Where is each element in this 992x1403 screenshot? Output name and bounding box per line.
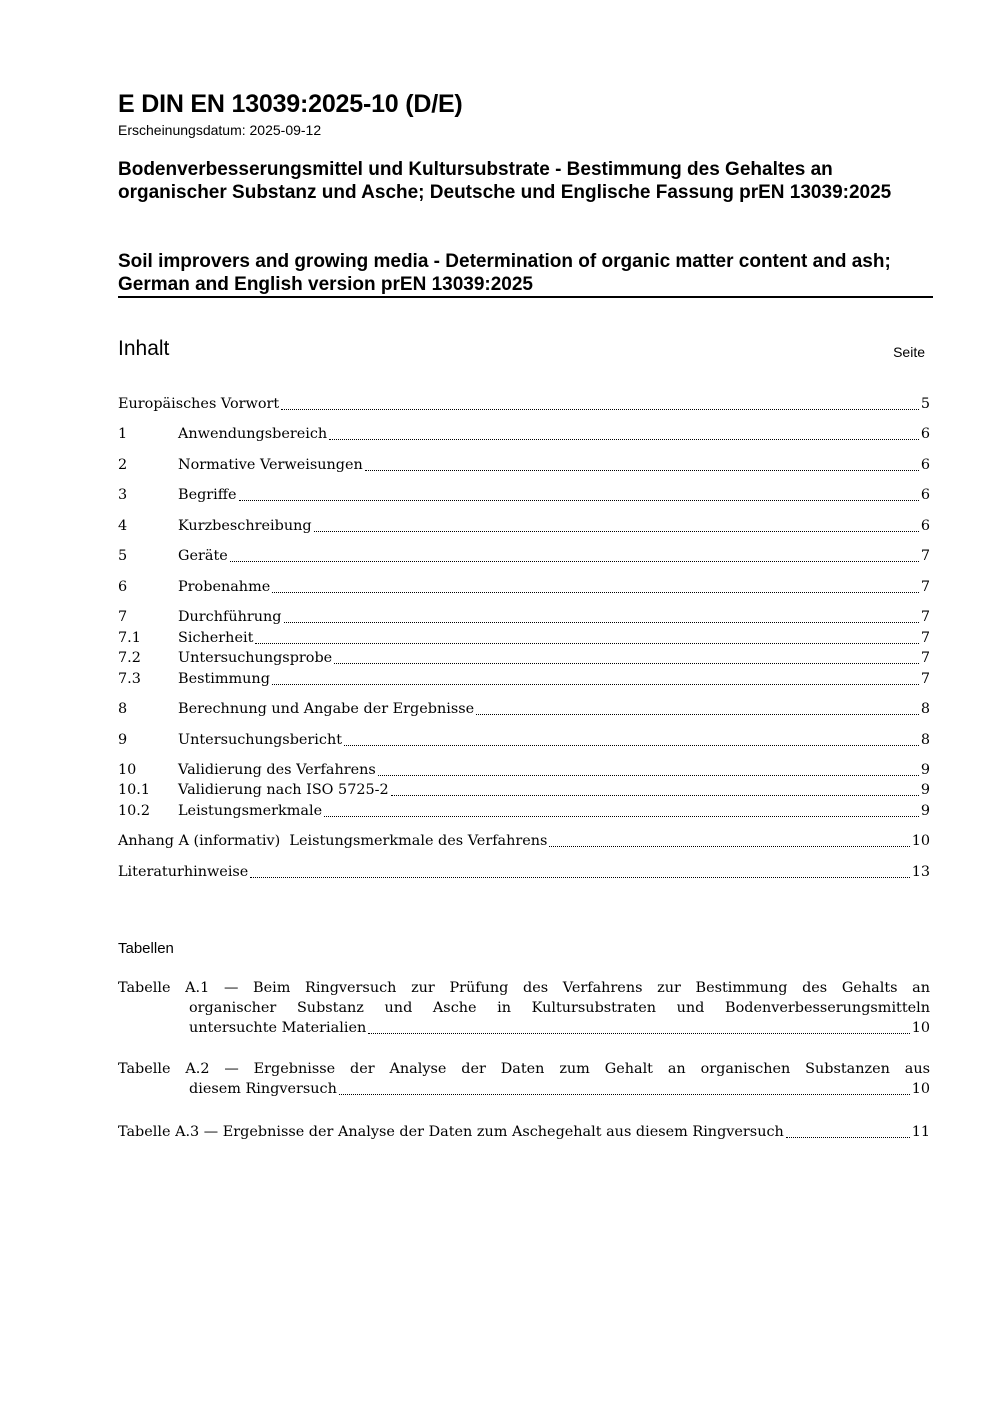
dot-leader [324, 816, 919, 817]
toc-entry-number: 7.2 [118, 650, 141, 666]
table-entry-line: organischer Substanz und Asche in Kultursubstraten und Bodenverbesserungsmitteln [189, 1000, 930, 1016]
toc-entry[interactable] [118, 780, 930, 800]
toc-entry-title: Sicherheit [178, 630, 254, 646]
table-list-entry[interactable] [118, 1059, 930, 1099]
toc-entry[interactable] [118, 862, 930, 882]
toc-entry-page: 6 [920, 457, 930, 473]
toc-entry[interactable] [118, 516, 930, 536]
toc-entry-page: 6 [920, 487, 930, 503]
toc-heading: Inhalt [118, 337, 170, 360]
toc-entry-title: Begriffe [178, 487, 237, 503]
toc-entry-title: Berechnung und Angabe der Ergebnisse [178, 701, 475, 717]
toc-entry-page: 9 [920, 803, 930, 819]
toc-entry-title: Bestimmung [178, 671, 270, 687]
table-list-entry[interactable] [118, 978, 930, 1038]
toc-entry-title: Durchführung [178, 609, 282, 625]
toc-entry-page: 6 [920, 518, 930, 534]
table-entry-line: Tabelle A.2 — Ergebnisse der Analyse der Daten zum Gehalt an organischen Substanzen aus [118, 1061, 930, 1077]
dot-leader [230, 561, 919, 562]
toc-entry-page: 7 [920, 548, 930, 564]
toc-entry-number: 9 [118, 732, 128, 748]
document-id: E DIN EN 13039:2025-10 (D/E) [118, 90, 463, 118]
toc-entry-title: Leistungsmerkmale [178, 803, 323, 819]
dot-leader [378, 775, 919, 776]
toc-entry-number: 4 [118, 518, 128, 534]
title-german: Bodenverbesserungsmittel und Kultursubstrate - Bestimmung des Gehaltes an organischer Substanz und Asche; Deutsche und Englische Fassung prEN 13039:2025 [118, 159, 892, 203]
dot-leader [314, 531, 919, 532]
toc-entry[interactable] [118, 424, 930, 444]
dot-leader [786, 1137, 910, 1138]
toc-entry-title: Geräte [178, 548, 228, 564]
toc-entry[interactable] [118, 831, 930, 851]
toc-entry[interactable] [118, 394, 930, 414]
toc-entry-title: Validierung des Verfahrens [178, 762, 376, 778]
dot-leader [255, 643, 918, 644]
toc-entry[interactable] [118, 628, 930, 648]
toc-entry[interactable] [118, 699, 930, 719]
toc-entry[interactable] [118, 455, 930, 475]
dot-leader [239, 500, 919, 501]
toc-entry[interactable] [118, 607, 930, 627]
toc-entry-number: 10.1 [118, 782, 151, 798]
tables-heading: Tabellen [118, 940, 174, 957]
table-entry-page: 10 [911, 1081, 930, 1097]
dot-leader [284, 622, 919, 623]
table-entry-page: 10 [911, 1020, 930, 1036]
toc-entry[interactable] [118, 801, 930, 821]
toc-entry[interactable] [118, 648, 930, 668]
dot-leader [365, 470, 919, 471]
dot-leader [281, 409, 919, 410]
toc-entry-number: 7.1 [118, 630, 141, 646]
table-entry-line: untersuchte Materialien [189, 1020, 367, 1036]
dot-leader [250, 877, 909, 878]
toc-entry-page: 7 [920, 650, 930, 666]
release-date: Erscheinungsdatum: 2025-09-12 [118, 122, 322, 138]
toc-entry-number: 6 [118, 579, 128, 595]
toc-entry-number: 3 [118, 487, 128, 503]
toc-entry-title: Europäisches Vorwort [118, 396, 280, 412]
toc-entry-page: 7 [920, 579, 930, 595]
table-entry-line: Tabelle A.1 — Beim Ringversuch zur Prüfung des Verfahrens zur Bestimmung des Gehalts an [118, 980, 930, 996]
toc-entry[interactable] [118, 760, 930, 780]
toc-entry[interactable] [118, 577, 930, 597]
dot-leader [272, 592, 919, 593]
toc-entry[interactable] [118, 546, 930, 566]
table-entry-page: 11 [911, 1124, 930, 1140]
dot-leader [329, 439, 919, 440]
dot-leader [368, 1033, 909, 1034]
toc-entry-page: 7 [920, 609, 930, 625]
dot-leader [272, 684, 919, 685]
dot-leader [549, 846, 909, 847]
toc-entry-title: Probenahme [178, 579, 271, 595]
toc-entry[interactable] [118, 669, 930, 689]
toc-entry-number: 10 [118, 762, 137, 778]
toc-entry-number: 1 [118, 426, 128, 442]
toc-entry-number: 10.2 [118, 803, 151, 819]
dot-leader [344, 745, 919, 746]
table-entry-line: Tabelle A.3 — Ergebnisse der Analyse der Daten zum Aschegehalt aus diesem Ringversuch [118, 1124, 784, 1140]
toc-entry-title: Kurzbeschreibung [178, 518, 312, 534]
toc-entry-title: Anhang A (informativ) Leistungsmerkmale des Verfahrens [118, 833, 548, 849]
toc-entry[interactable] [118, 730, 930, 750]
toc-entry-title: Validierung nach ISO 5725-2 [178, 782, 389, 798]
toc-entry-page: 6 [920, 426, 930, 442]
title-english: Soil improvers and growing media - Determination of organic matter content and ash; German and English version prEN 13039:2025 [118, 251, 891, 295]
toc-entry-page: 8 [920, 701, 930, 717]
toc-entry-number: 2 [118, 457, 128, 473]
toc-entry-title: Literaturhinweise [118, 864, 249, 880]
toc-entry-page: 7 [920, 630, 930, 646]
toc-entry-page: 5 [920, 396, 930, 412]
title-divider [118, 296, 933, 298]
toc-entry-number: 7.3 [118, 671, 141, 687]
toc-entry-title: Untersuchungsbericht [178, 732, 343, 748]
toc-entry-page: 7 [920, 671, 930, 687]
dot-leader [391, 795, 919, 796]
toc-entry-number: 7 [118, 609, 128, 625]
toc-entry-page: 13 [911, 864, 930, 880]
table-list-entry[interactable] [118, 1122, 930, 1142]
toc-entry-number: 8 [118, 701, 128, 717]
toc-entry-title: Untersuchungsprobe [178, 650, 333, 666]
toc-entry-title: Normative Verweisungen [178, 457, 363, 473]
toc-entry-page: 9 [920, 762, 930, 778]
toc-entry-number: 5 [118, 548, 128, 564]
dot-leader [476, 714, 919, 715]
toc-entry-page: 8 [920, 732, 930, 748]
page-column-label: Seite [893, 344, 925, 360]
toc-entry-title: Anwendungsbereich [178, 426, 328, 442]
toc-entry-page: 10 [911, 833, 930, 849]
toc-entry-page: 9 [920, 782, 930, 798]
table-entry-line: diesem Ringversuch [189, 1081, 337, 1097]
toc-entry[interactable] [118, 485, 930, 505]
dot-leader [334, 663, 919, 664]
dot-leader [339, 1094, 910, 1095]
